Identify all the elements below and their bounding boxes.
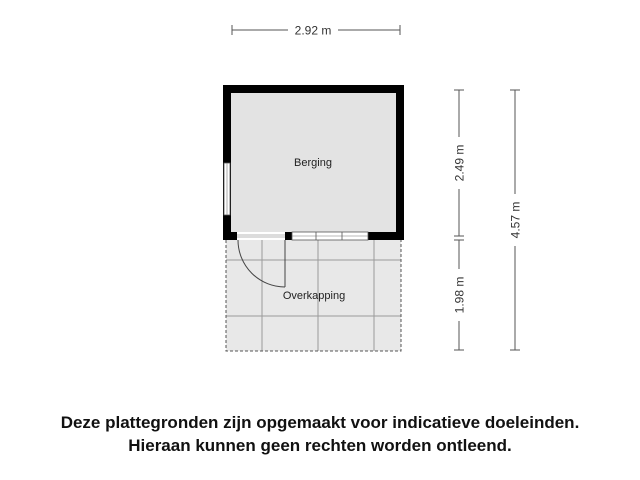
dimension-height-lower [451, 240, 467, 350]
disclaimer-line-1: Deze plattegronden zijn opgemaakt voor indicatieve doeleinden. [60, 413, 580, 432]
room-label-storage: Berging [294, 157, 332, 169]
dimension-width-top [232, 22, 400, 38]
room-label-canopy: Overkapping [282, 290, 346, 302]
dimension-height-total-label: 4.57 m [508, 201, 523, 239]
disclaimer-line-2: Hieraan kunnen geen rechten worden ontleend. [128, 436, 512, 455]
dimension-width-label: 2.92 m [294, 23, 332, 38]
dimension-height-total [507, 90, 523, 350]
dimension-height-upper [451, 90, 467, 236]
dimension-height-upper-label: 2.49 m [452, 144, 467, 182]
dimension-height-lower-label: 1.98 m [452, 276, 467, 314]
